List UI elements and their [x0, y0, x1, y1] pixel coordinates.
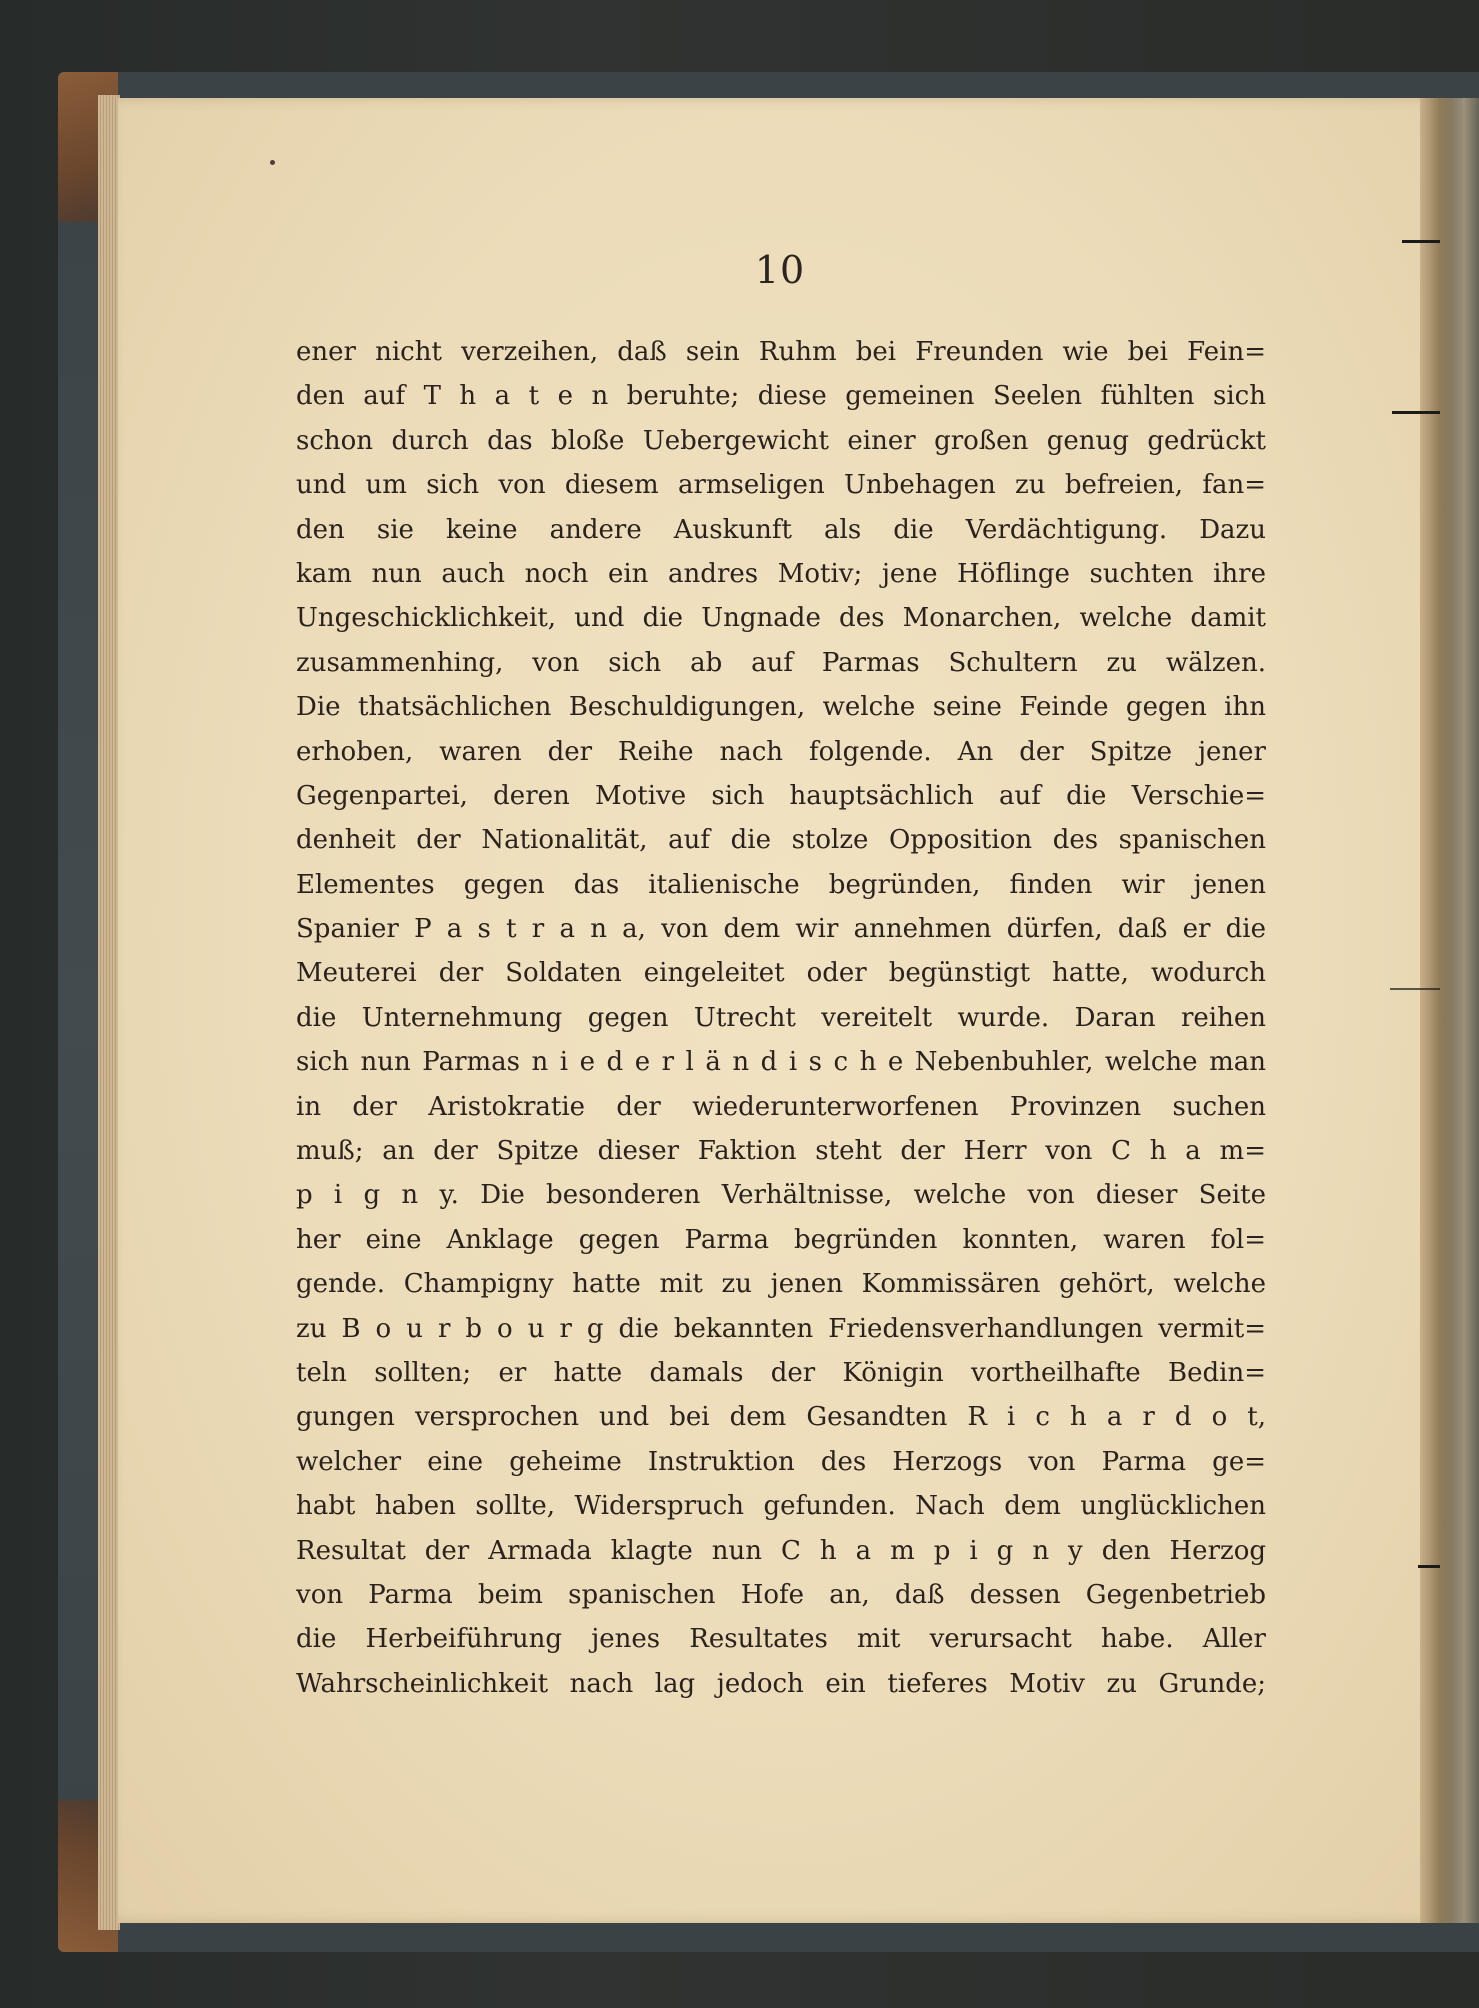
- margin-mark: [1418, 1565, 1440, 1568]
- margin-mark: [1402, 240, 1440, 243]
- text-line: zusammenhing, von sich ab auf Parmas Schultern zu wälzen.: [296, 647, 1266, 678]
- text-line: welcher eine geheime Instruktion des Herzogs von Parma ge=: [296, 1446, 1266, 1477]
- text-line: die Unternehmung gegen Utrecht vereitelt wurde. Daran reihen: [296, 1002, 1266, 1033]
- body-text: [296, 330, 1266, 1706]
- text-line: p i g n y. Die besonderen Verhältnisse, welche von dieser Seite: [296, 1180, 1266, 1211]
- text-line: erhoben, waren der Reihe nach folgende. An der Spitze jener: [296, 736, 1266, 767]
- text-line: muß; an der Spitze dieser Faktion steht der Herr von C h a m=: [296, 1136, 1266, 1167]
- text-line: zu B o u r b o u r g die bekannten Friedensverhandlungen vermit=: [296, 1313, 1266, 1344]
- text-line: von Parma beim spanischen Hofe an, daß dessen Gegenbetrieb: [296, 1579, 1266, 1610]
- text-line: gungen versprochen und bei dem Gesandten R i c h a r d o t,: [296, 1402, 1266, 1433]
- text-line: kam nun auch noch ein andres Motiv; jene Höflinge suchten ihre: [296, 558, 1266, 589]
- page-edges: [98, 95, 120, 1930]
- text-line: her eine Anklage gegen Parma begründen konnten, waren fol=: [296, 1224, 1266, 1255]
- text-line: und um sich von diesem armseligen Unbehagen zu befreien, fan=: [296, 470, 1266, 501]
- text-line: ener nicht verzeihen, daß sein Ruhm bei Freunden wie bei Fein=: [296, 337, 1266, 367]
- text-line: schon durch das bloße Uebergewicht einer großen genug gedrückt: [296, 425, 1266, 456]
- text-line: Ungeschicklichkeit, und die Ungnade des Monarchen, welche damit: [296, 603, 1266, 634]
- text-line: sich nun Parmas n i e d e r l ä n d i s c h e Nebenbuhler, welche man: [296, 1047, 1266, 1078]
- text-line: den sie keine andere Auskunft als die Verdächtigung. Dazu: [296, 514, 1266, 545]
- text-line: habt haben sollte, Widerspruch gefunden. Nach dem unglücklichen: [296, 1491, 1266, 1522]
- text-line: Gegenpartei, deren Motive sich hauptsächlich auf die Verschie=: [296, 780, 1266, 811]
- text-line: denheit der Nationalität, auf die stolze Opposition des spanischen: [296, 825, 1266, 856]
- text-line: den auf T h a t e n beruhte; diese gemeinen Seelen fühlten sich: [296, 381, 1266, 412]
- text-line: Die thatsächlichen Beschuldigungen, welche seine Feinde gegen ihn: [296, 692, 1266, 723]
- text-line: Meuterei der Soldaten eingeleitet oder begünstigt hatte, wodurch: [296, 958, 1266, 989]
- text-line: gende. Champigny hatte mit zu jenen Kommissären gehört, welche: [296, 1269, 1266, 1300]
- page-number: 10: [754, 248, 806, 292]
- text-line: Spanier P a s t r a n a, von dem wir annehmen dürfen, daß er die: [296, 914, 1266, 945]
- text-line: in der Aristokratie der wiederunterworfenen Provinzen suchen: [296, 1091, 1266, 1122]
- margin-mark: [1390, 988, 1440, 990]
- text-line: die Herbeiführung jenes Resultates mit verursacht habe. Aller: [296, 1624, 1266, 1655]
- text-line: Elementes gegen das italienische begründen, finden wir jenen: [296, 869, 1266, 900]
- text-line: Resultat der Armada klagte nun C h a m p i g n y den Herzog: [296, 1535, 1266, 1566]
- text-line: teln sollten; er hatte damals der Königin vortheilhafte Bedin=: [296, 1357, 1266, 1388]
- text-line: Wahrscheinlichkeit nach lag jedoch ein tieferes Motiv zu Grunde;: [296, 1668, 1266, 1699]
- margin-mark: [1392, 411, 1440, 414]
- facing-page-edge: [1440, 98, 1479, 1923]
- paper-speck: [270, 160, 275, 165]
